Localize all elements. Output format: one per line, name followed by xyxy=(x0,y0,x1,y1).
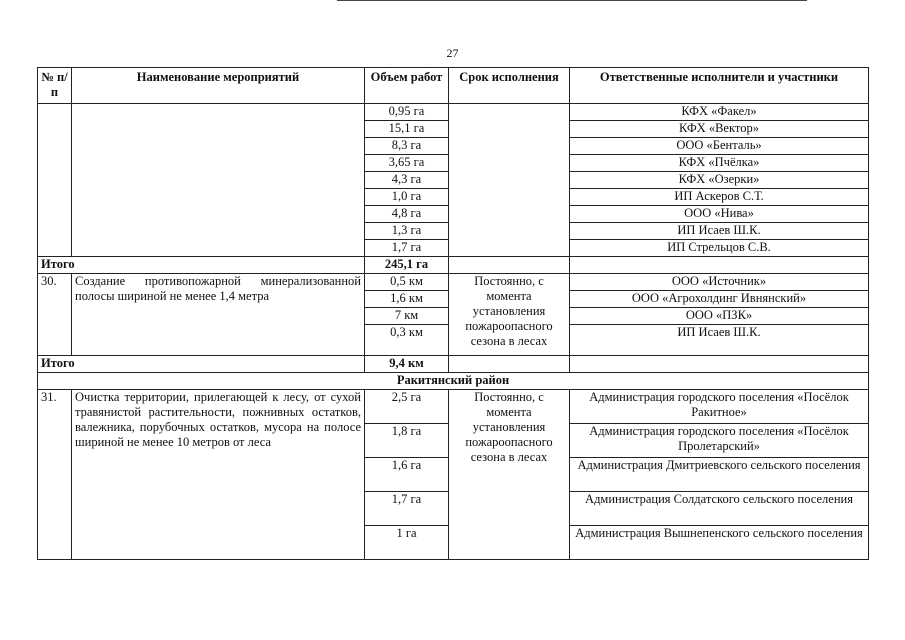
empty-cell xyxy=(449,257,570,274)
page-number: 27 xyxy=(446,46,459,60)
volume-cell: 15,1 га xyxy=(365,121,449,138)
name-cell: Создание противопожарной минерализованной полосы шириной не менее 1,4 метра xyxy=(72,274,365,356)
empty-cell xyxy=(570,257,869,274)
header-name: Наименование мероприятий xyxy=(72,68,365,104)
responsible-cell: ООО «ПЗК» xyxy=(570,308,869,325)
volume-cell: 1,0 га xyxy=(365,189,449,206)
volume-cell: 0,3 км xyxy=(365,325,449,356)
responsible-cell: ИП Стрельцов С.В. xyxy=(570,240,869,257)
volume-cell: 1 га xyxy=(365,526,449,560)
table-row xyxy=(38,104,869,121)
section-title: Ракитянский район xyxy=(38,373,869,390)
volume-cell: 1,6 км xyxy=(365,291,449,308)
volume-cell: 8,3 га xyxy=(365,138,449,155)
section-row xyxy=(38,373,869,390)
responsible-cell: ИП Аскеров С.Т. xyxy=(570,189,869,206)
name-cell xyxy=(72,104,365,257)
responsible-cell: КФХ «Пчёлка» xyxy=(570,155,869,172)
measures-table xyxy=(37,67,869,560)
responsible-cell: ООО «Агрохолдинг Ивнянский» xyxy=(570,291,869,308)
num-cell xyxy=(38,104,72,257)
responsible-cell: Администрация Солдатского сельского поселения xyxy=(570,492,869,526)
responsible-cell: ООО «Источник» xyxy=(570,274,869,291)
volume-cell: 4,3 га xyxy=(365,172,449,189)
volume-cell: 0,95 га xyxy=(365,104,449,121)
volume-cell: 1,7 га xyxy=(365,240,449,257)
table-header-row xyxy=(38,68,869,104)
num-cell: 30. xyxy=(38,274,72,356)
responsible-cell: ИП Исаев Ш.К. xyxy=(570,325,869,356)
responsible-cell: ООО «Нива» xyxy=(570,206,869,223)
volume-cell: 0,5 км xyxy=(365,274,449,291)
empty-cell xyxy=(570,356,869,373)
responsible-cell: Администрация Вышнепенского сельского поселения xyxy=(570,526,869,560)
total-label: Итого xyxy=(38,356,365,373)
total-value: 9,4 км xyxy=(365,356,449,373)
responsible-cell: ООО «Бенталь» xyxy=(570,138,869,155)
total-label: Итого xyxy=(38,257,365,274)
total-row xyxy=(38,257,869,274)
responsible-cell: ИП Исаев Ш.К. xyxy=(570,223,869,240)
responsible-cell: Администрация городского поселения «Посёлок Пролетарский» xyxy=(570,424,869,458)
volume-cell: 1,7 га xyxy=(365,492,449,526)
empty-cell xyxy=(449,356,570,373)
volume-cell: 1,8 га xyxy=(365,424,449,458)
table-row xyxy=(38,274,869,291)
header-term: Срок исполнения xyxy=(449,68,570,104)
name-cell: Очистка территории, прилегающей к лесу, от сухой травянистой растительности, пожнивных остатков, валежника, порубочных остатков, мусора на полосе шириной не менее 10 метров от леса xyxy=(72,390,365,560)
volume-cell: 1,3 га xyxy=(365,223,449,240)
responsible-cell: Администрация городского поселения «Посёлок Ракитное» xyxy=(570,390,869,424)
term-cell: Постоянно, с момента установления пожароопасного сезона в лесах xyxy=(449,274,570,356)
header-volume: Объем работ xyxy=(365,68,449,104)
header-responsible: Ответственные исполнители и участники xyxy=(570,68,869,104)
top-rule xyxy=(337,0,807,1)
total-value: 245,1 га xyxy=(365,257,449,274)
term-cell: Постоянно, с момента установления пожароопасного сезона в лесах xyxy=(449,390,570,560)
volume-cell: 4,8 га xyxy=(365,206,449,223)
responsible-cell: КФХ «Вектор» xyxy=(570,121,869,138)
volume-cell: 2,5 га xyxy=(365,390,449,424)
volume-cell: 1,6 га xyxy=(365,458,449,492)
total-row xyxy=(38,356,869,373)
volume-cell: 3,65 га xyxy=(365,155,449,172)
responsible-cell: КФХ «Факел» xyxy=(570,104,869,121)
responsible-cell: Администрация Дмитриевского сельского поселения xyxy=(570,458,869,492)
table-row xyxy=(38,390,869,424)
volume-cell: 7 км xyxy=(365,308,449,325)
header-num: № п/п xyxy=(38,68,72,104)
num-cell: 31. xyxy=(38,390,72,560)
responsible-cell: КФХ «Озерки» xyxy=(570,172,869,189)
term-cell xyxy=(449,104,570,257)
